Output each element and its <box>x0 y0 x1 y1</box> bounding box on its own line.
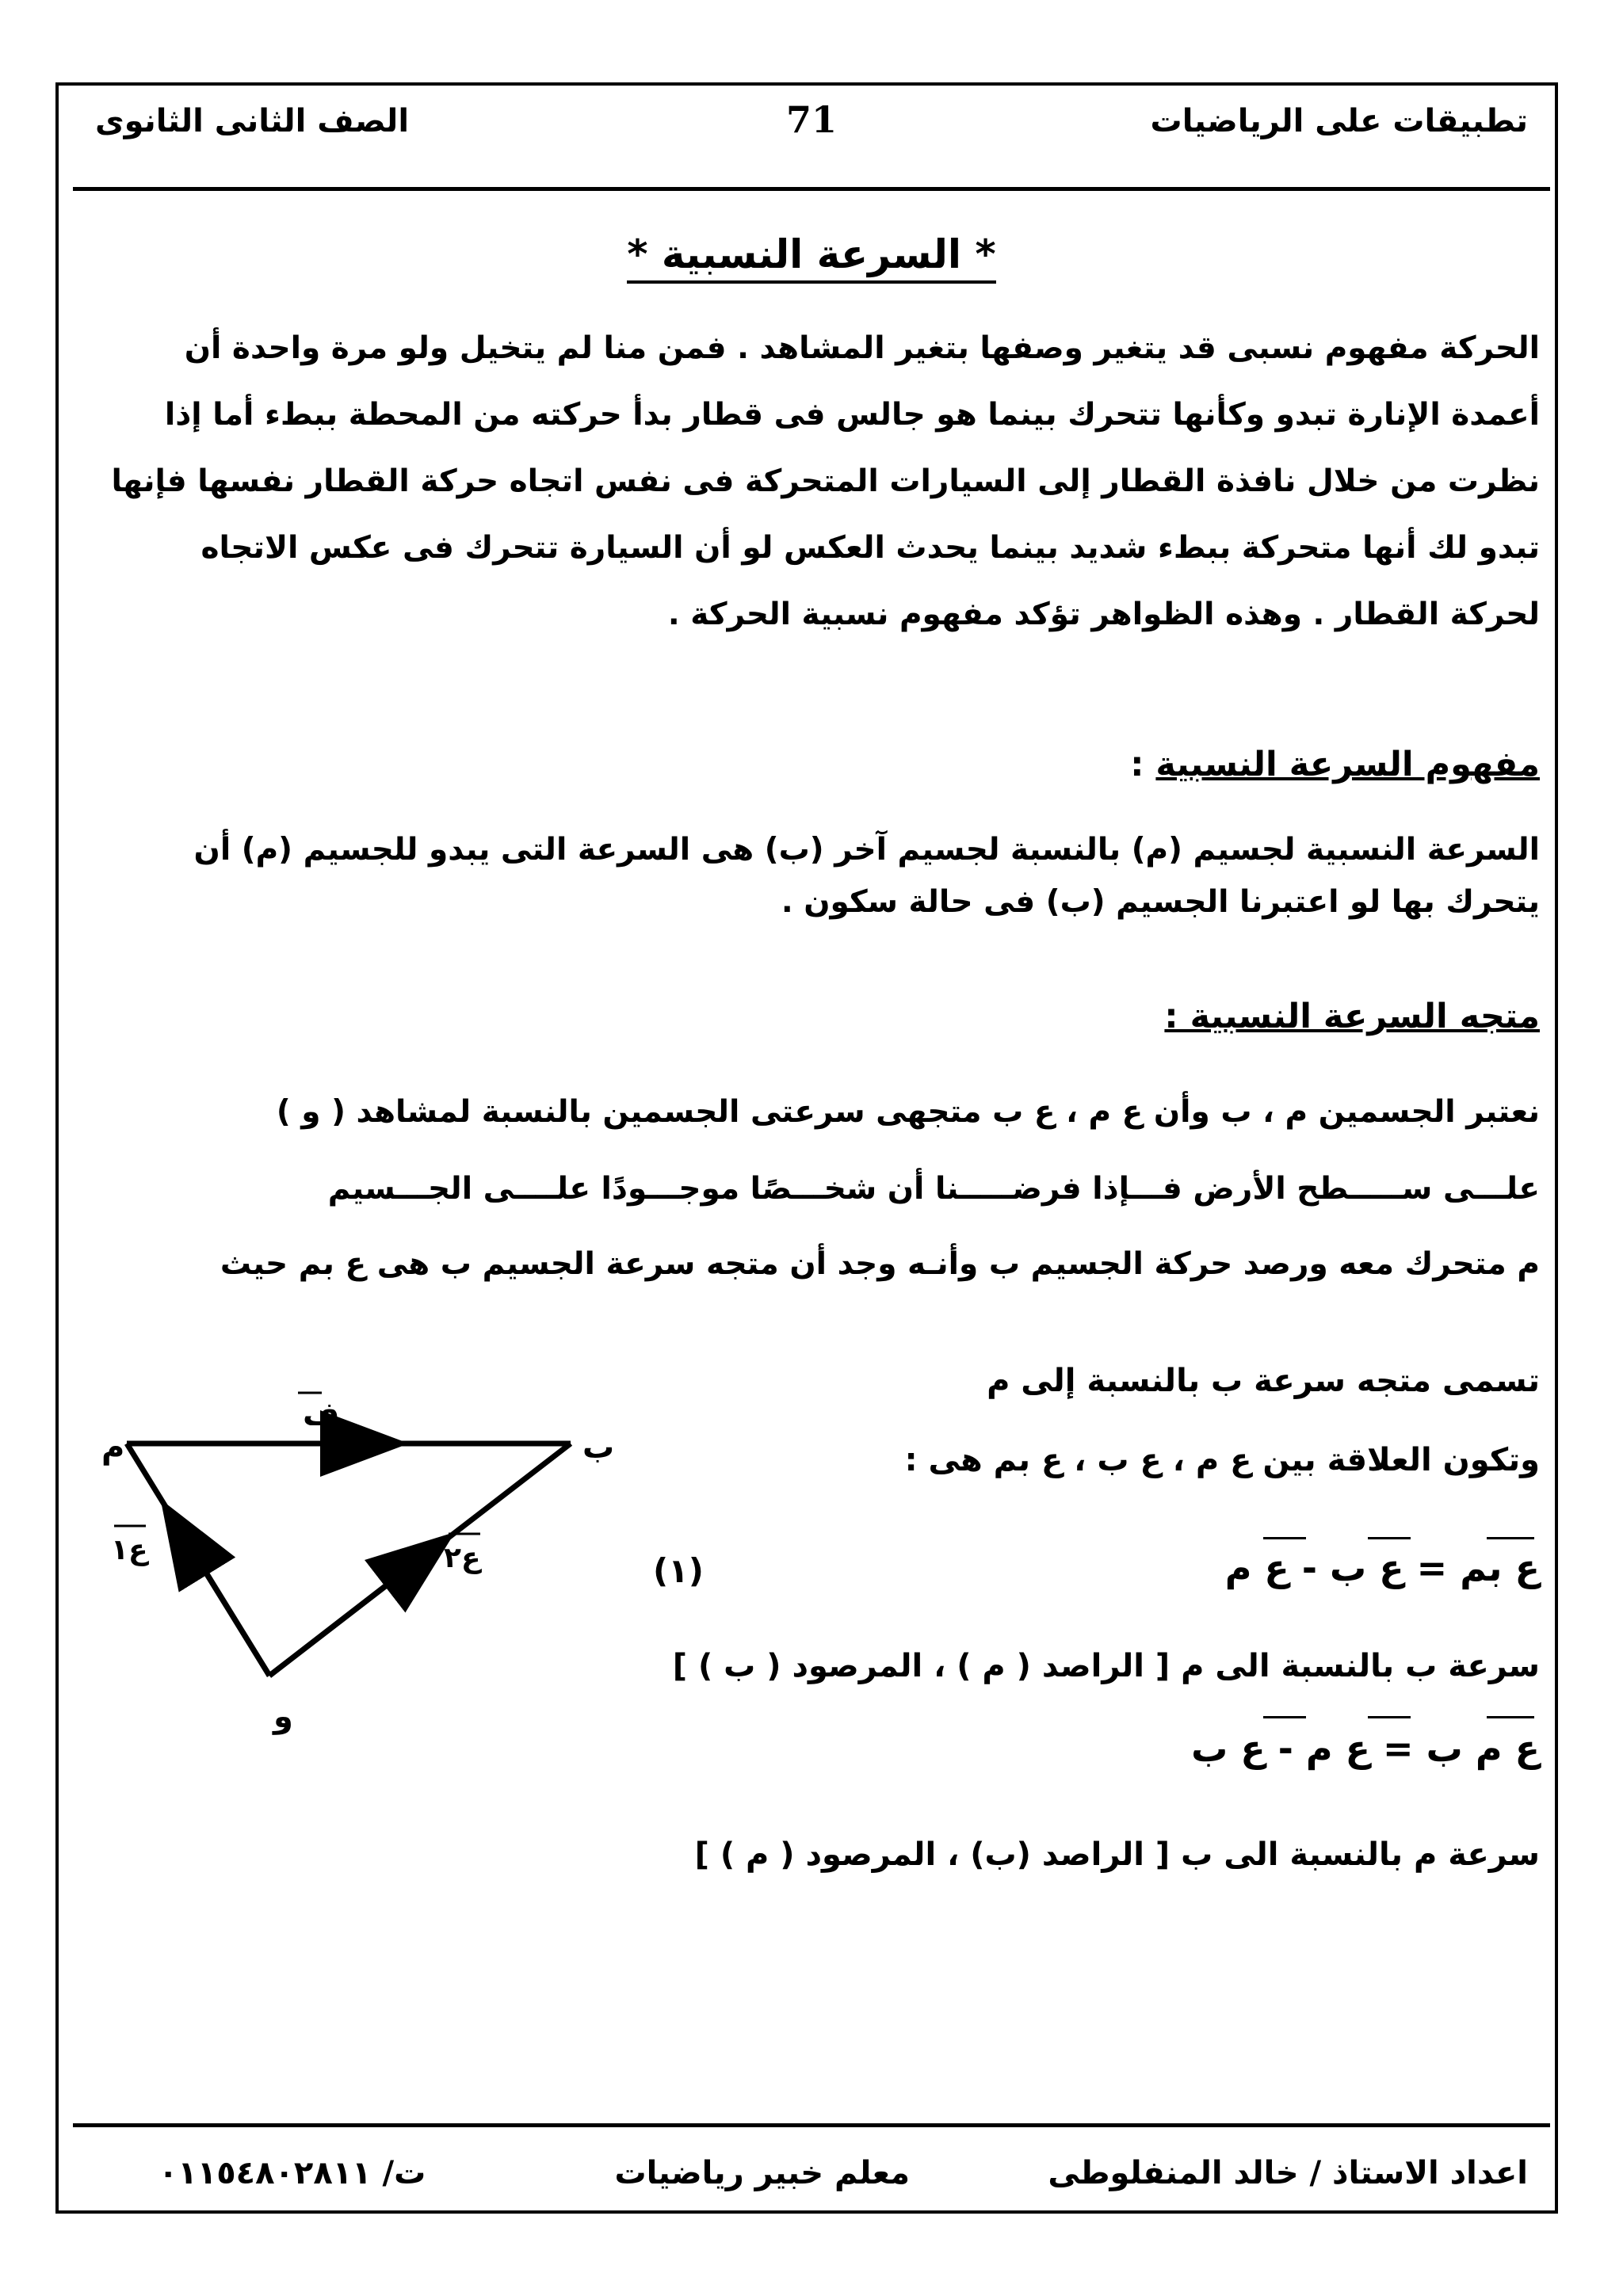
definition-line: السرعة النسبية لجسيم (م) بالنسبة لجسيم آخر (ب) هى السرعة التى يبدو للجسيم (م) أن <box>193 832 1540 868</box>
vector-bar <box>1368 1716 1411 1718</box>
vector-heading: متجه السرعة النسبية : <box>1164 997 1540 1036</box>
intro-line: تبدو لك أنها متحركة ببطء شديد بينما يحدث العكس لو أن السيارة تتحرك فى عكس الاتجاه <box>200 530 1540 566</box>
left-side-label: ع١ <box>111 1534 148 1566</box>
page-title: * السرعة النسبية * <box>0 231 1623 277</box>
equation-2: ع م ب = ع م - ع ب <box>1191 1727 1540 1770</box>
footer-role: معلم خبير رياضيات <box>614 2155 910 2191</box>
vector-bar <box>1487 1537 1534 1539</box>
header-grade: الصف الثانى الثانوى <box>95 103 410 139</box>
triangle-diagram <box>95 1379 634 1743</box>
footer-author: اعداد الاستاذ / خالد المنفلوطى <box>1048 2155 1528 2191</box>
vector-paragraph <box>83 1071 1540 1304</box>
intro-line: لحركة القطار . وهذه الظواهر تؤكد مفهوم نسبية الحركة . <box>667 597 1540 632</box>
vector-bar <box>1368 1537 1411 1539</box>
intro-line: الحركة مفهوم نسبى قد يتغير وصفها بتغير المشاهد . فمن منا لم يتخيل ولو مرة واحدة أن <box>184 330 1540 366</box>
right-side-label: ع٢ <box>444 1542 481 1574</box>
vector-line: نعتبر الجسمين م ، ب وأن ع م ، ع ب متجهى سرعتى الجسمين بالنسبة لمشاهد ( و ) <box>276 1094 1540 1130</box>
vertex-label-top-right: ب <box>582 1429 615 1466</box>
caption-1: سرعة ب بالنسبة الى م [ الراصد ( م ) ، المرصود ( ب ) ] <box>672 1648 1540 1684</box>
equation-number-1: (١) <box>652 1551 704 1590</box>
vertex-label-bottom: و <box>273 1699 293 1735</box>
definition-paragraph <box>83 824 1540 929</box>
header-rule <box>73 187 1550 191</box>
intro-line: نظرت من خلال نافذة القطار إلى السيارات المتحركة فى نفس اتجاه حركة القطار نفسها فإنها <box>111 463 1540 499</box>
triangle-left-arrow <box>184 1537 269 1676</box>
page-number: 71 <box>785 98 837 141</box>
footer-rule <box>73 2123 1550 2127</box>
vertex-label-top-left: م <box>101 1429 125 1466</box>
vector-bar <box>1263 1537 1306 1539</box>
caption-2: سرعة م بالنسبة الى ب [ الراصد (ب) ، المرصود ( م ) ] <box>694 1836 1540 1873</box>
vector-line: علـــى ســـــطح الأرض فـــإذا فرضـــــنا أن شخـــصًا موجـــودًا علــــى الجـــسيم <box>327 1171 1540 1207</box>
relation-line: وتكون العلاقة بين ع م ، ع ب ، ع بم هى : <box>904 1442 1540 1478</box>
header-subject: تطبيقات على الرياضيات <box>1150 103 1528 139</box>
footer-phone: ت/ ٠١١٥٤٨٠٢٨١١ <box>158 2155 426 2191</box>
equation-1: ع بم = ع ب - ع م <box>1224 1547 1540 1589</box>
named-line: تسمى متجه سرعة ب بالنسبة إلى م <box>987 1363 1540 1399</box>
intro-line: أعمدة الإنارة تبدو وكأنها تتحرك بينما هو جالس فى قطار بدأ حركته من المحطة ببطء أما إذا <box>164 397 1540 433</box>
top-side-label: ف <box>303 1396 340 1432</box>
vector-line: م متحرك معه ورصد حركة الجسيم ب وأنـه وجد أن متجه سرعة الجسيم ب هى ع بم حيث <box>220 1246 1540 1282</box>
vector-bar <box>1487 1716 1534 1718</box>
concept-heading: مفهوم السرعة النسبية : <box>1130 745 1540 784</box>
intro-paragraph <box>83 315 1540 648</box>
vector-bar <box>1263 1716 1306 1718</box>
definition-line: يتحرك بها لو اعتبرنا الجسيم (ب) فى حالة سكون . <box>781 884 1540 920</box>
triangle-right-arrow <box>269 1559 420 1676</box>
